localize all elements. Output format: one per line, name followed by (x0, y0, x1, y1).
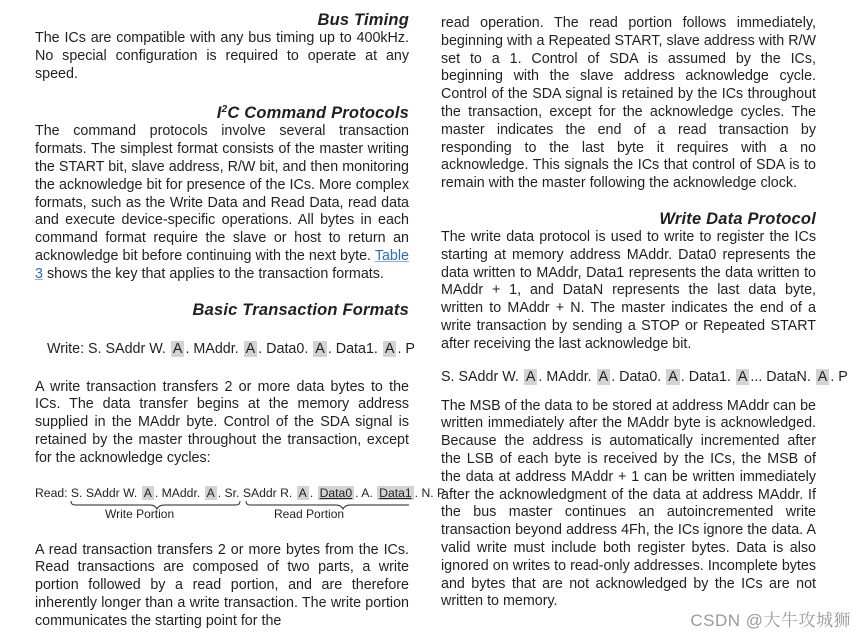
csdn-watermark: CSDN @大牛攻城狮 (690, 611, 851, 630)
ack-box: A (172, 340, 183, 357)
ack-box: A (245, 340, 256, 357)
ack-box: A (206, 485, 215, 500)
portion-braces (35, 499, 409, 513)
ack-box: A (315, 340, 325, 357)
read-transaction-para: A read transaction transfers 2 or more bytes from the ICs. Read transactions are composed of two parts, a write portion followed by a read portion, and are therefore inherently longer than a write transaction. The write portion communicates the starting point for the (35, 541, 409, 629)
bus-timing-heading: Bus Timing (317, 11, 409, 29)
basic-formats-heading: Basic Transaction Formats (192, 300, 409, 319)
msb-para: The MSB of the data to be stored at address MAddr can be written immediately after the MAddr byte is acknowledged. Because the address is automatically incremented after the LSB of each byte is received by the ICs, the MSB of the data at address MAddr + 1 can be written immediately after the acknowledgment of the data at address MAddr. If the bus master continues an autoincremented write transaction beyond address 4Fh, the ICs ignore the data. A valid write must include both register bytes. Data is also ignored on writes to read-only addresses. Incomplete bytes and bytes that are not acknowledged by the ICs are not written to memory. (441, 397, 816, 610)
ack-box: A (525, 368, 536, 385)
right-column (441, 10, 848, 611)
write-transaction-para: A write transaction transfers 2 or more data bytes to the ICs. The data transfer begins at the memory address supplied in the MAddr byte. Control of the SDA signal is retained by the master throughout the transaction, except for the acknowledge cycles: (35, 378, 409, 466)
write-data-protocol-heading: Write Data Protocol (659, 209, 816, 228)
left-column (35, 10, 446, 631)
command-protocols-body: The command protocols involve several transaction formats. The simplest format consists of the master writing the START bit, slave address, R/W bit, and then monitoring the acknowledge bit for presence of the ICs. More complex formats, such as the Write Data and Read Data, read data and execute device-specific operations. All bytes in each command format require the slave or host to return an acknowledge bit before continuing with the next byte. Table 3 shows the key that applies to the transaction formats. (35, 123, 409, 282)
table-3-link[interactable]: Table 3 (35, 247, 409, 282)
read-transaction-diagram (35, 485, 446, 525)
write-data-sequence: S. SAddr W. A . MAddr. A . Data0. A . Data1. A ... DataN. A . P (441, 368, 848, 385)
write-sequence: Write: S. SAddr W. A . MAddr. A . Data0. A . Data1. A . P (47, 340, 415, 357)
ack-box: A (737, 368, 748, 385)
ack-box: A (598, 368, 609, 385)
read-transaction-continued: read operation. The read portion follows immediately, beginning with a Repeated START, slave address with R/W set to a 1. Control of SDA is assumed by the ICs, beginning with the slave address acknowledge cycle. Control of the SDA signal is retained by the ICs throughout the transaction, except for the acknowledge cycles. The master indicates the end of a read transaction by responding to the last byte it requires with a no acknowledge. This signals the ICs that control of SDA is to remain with the master following the acknowledge clock. (441, 15, 816, 192)
command-protocols-heading: $I^2C$ Command Protocols (216, 104, 409, 123)
ack-box: A (384, 340, 395, 357)
ack-box: A (143, 485, 152, 500)
read-sequence: Read: S. SAddr W. A . MAddr. A . Sr. SAddr R. A . Data0 . A. Data1 . N. P (35, 485, 446, 500)
ack-box: A (817, 368, 828, 385)
ack-box: A (668, 368, 678, 385)
ack-box: A (298, 485, 307, 500)
write-data-protocol-body: The write data protocol is used to write to register the ICs starting at memory address MAddr. Data0 represents the data written to MAddr, Data1 represents the data written to MAddr + 1, and DataN represents the last data byte, written to MAddr + N. The master indicates the end of a write transaction by sending a STOP or Repeated START after receiving the last acknowledge bit. (441, 228, 816, 352)
data0-box: Data0 (319, 485, 353, 500)
read-portion-label: Read Portion (274, 506, 345, 521)
bus-timing-body: The ICs are compatible with any bus timing up to 400kHz. No special configuration is required to operate at any speed. (35, 30, 409, 82)
write-portion-label: Write Portion (105, 506, 175, 521)
data1-box: Data1 (379, 485, 412, 500)
